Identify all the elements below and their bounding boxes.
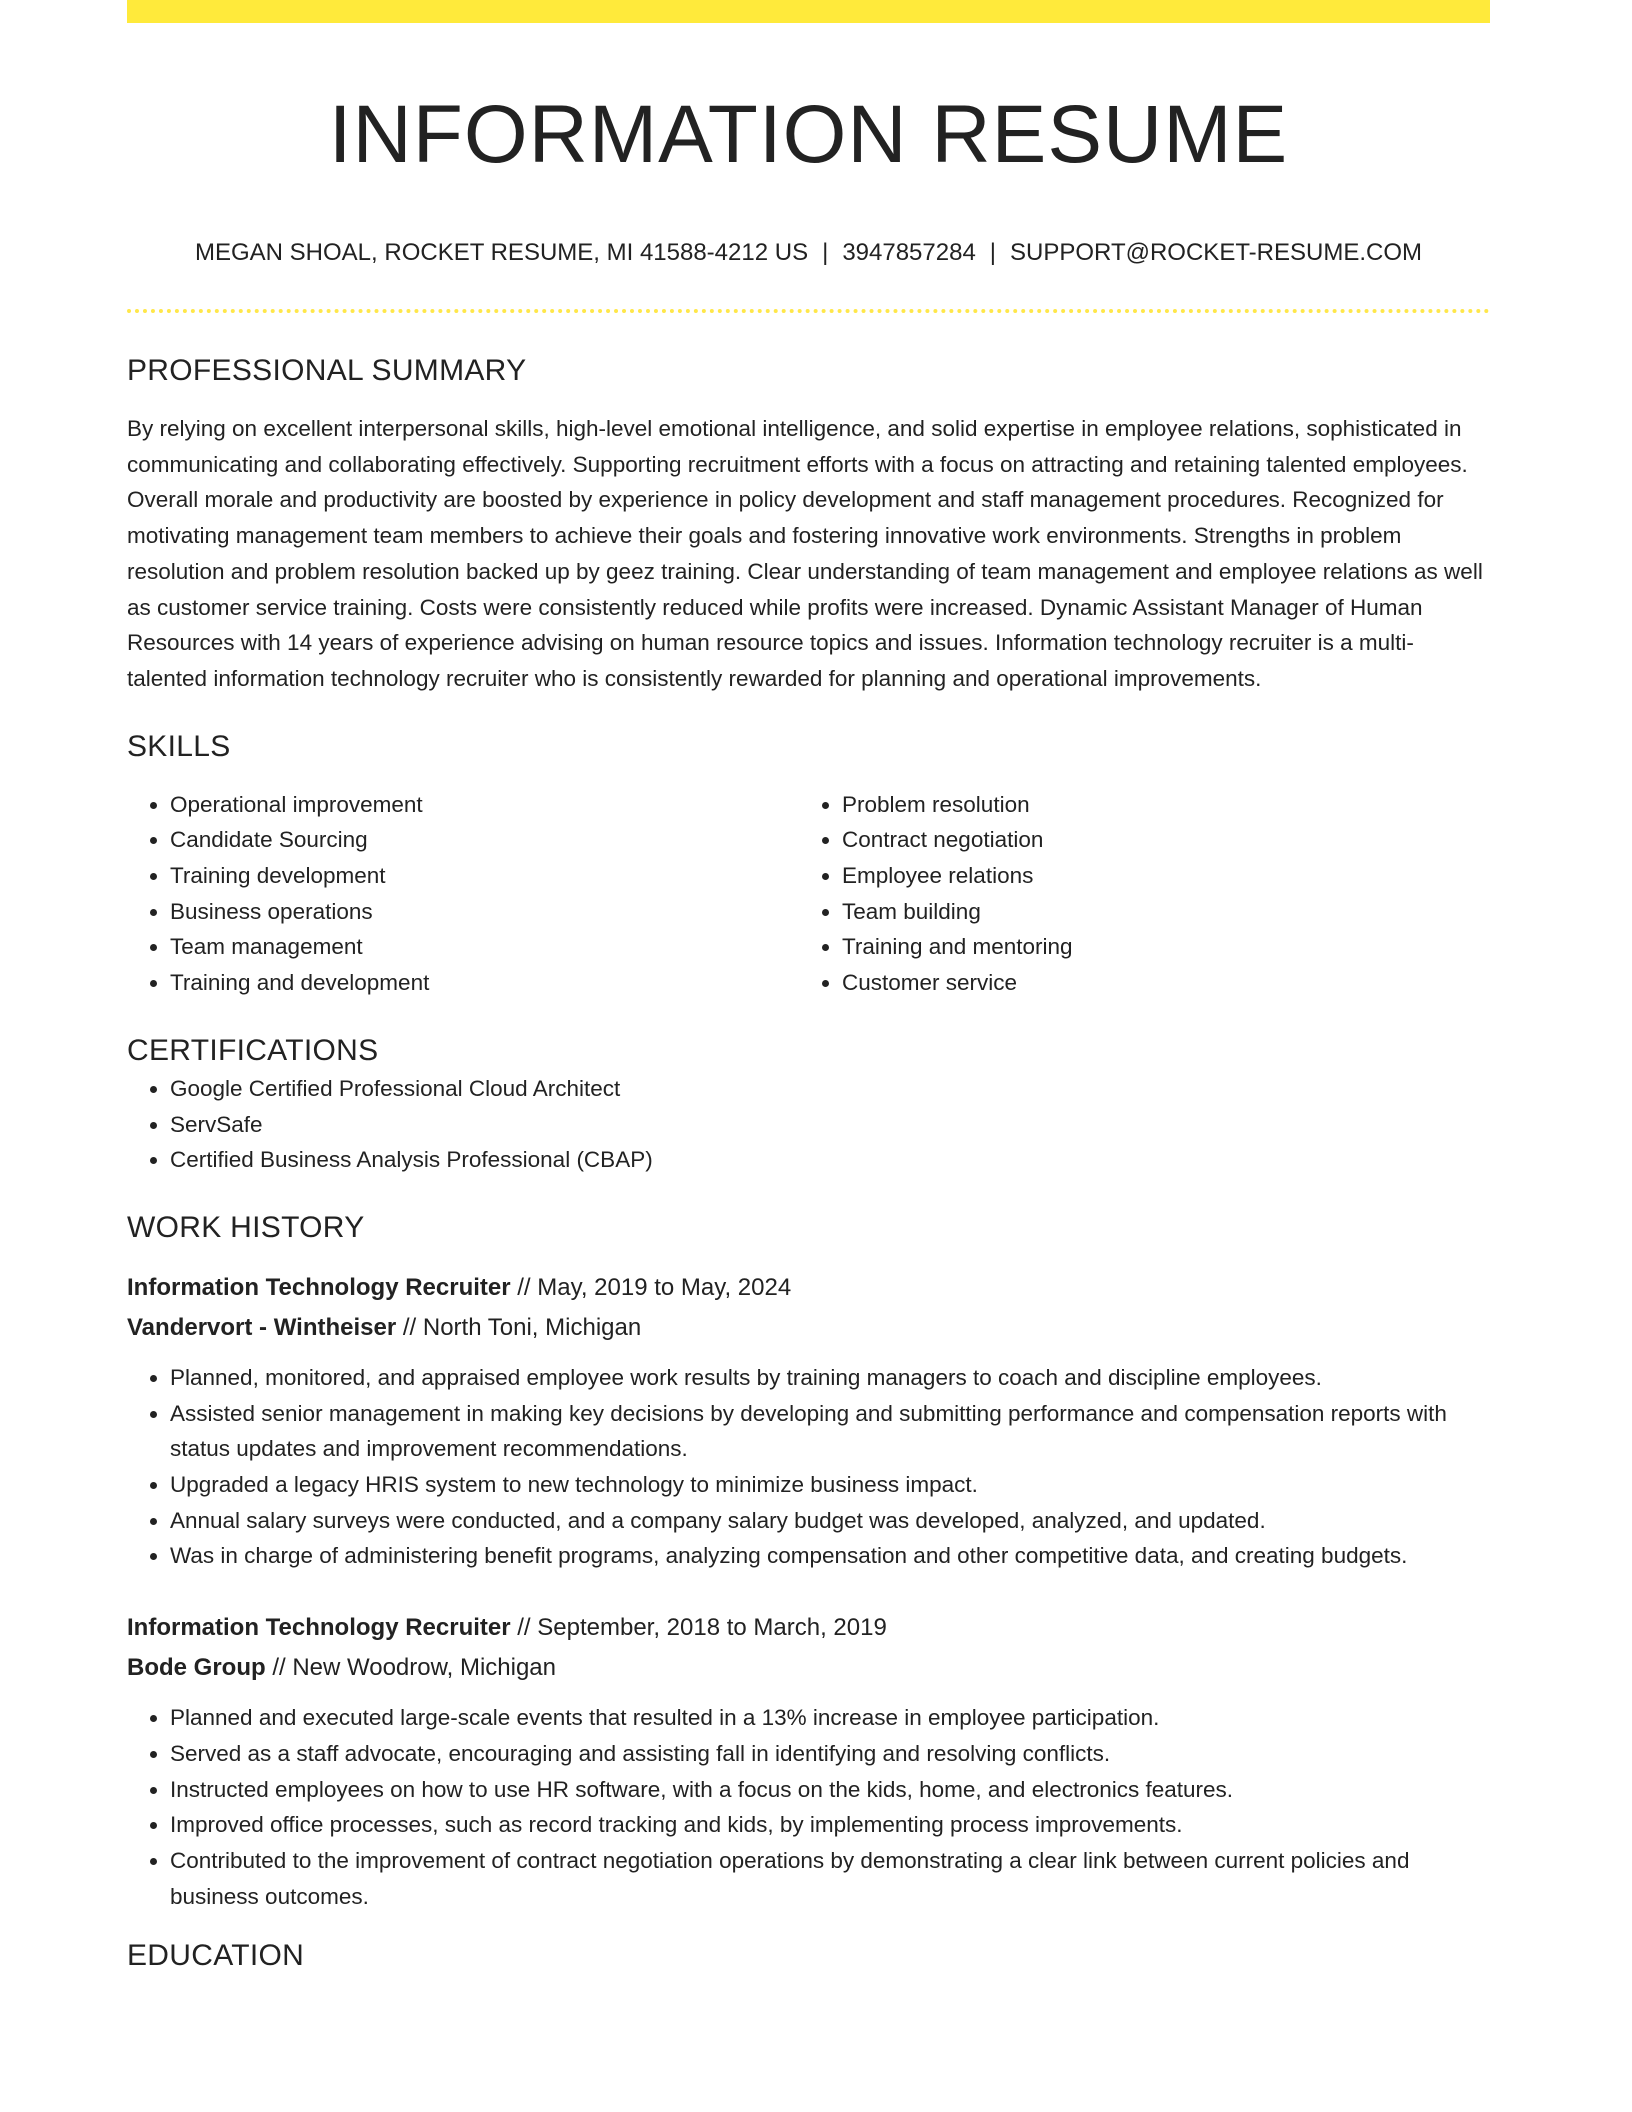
job-bullet: • Upgraded a legacy HRIS system to new technology to minimize business impact. [170,1467,1490,1503]
job-bullet: • Assisted senior management in making key decisions by developing and submitting performance and compensation reports with status updates and improvement recommendations. [170,1396,1490,1467]
job-dates: // May, 2019 to May, 2024 [510,1273,792,1301]
job-bullets [127,1360,1490,1574]
contact-separator: | [822,239,829,266]
job-location: // North Toni, Michigan [396,1313,642,1341]
resume-page [127,0,1490,1976]
certifications-list [127,1071,1490,1178]
contact-line [127,237,1490,269]
skill-item: • Customer service [842,965,1471,1001]
accent-top-bar [127,0,1490,23]
job-bullets [127,1700,1490,1914]
certification-item: • Certified Business Analysis Professional (CBAP) [170,1142,1490,1178]
job-entry [127,1268,1490,1574]
summary-heading: PROFESSIONAL SUMMARY [127,354,527,387]
certification-item: • ServSafe [170,1107,1490,1143]
job-bullet: • Improved office processes, such as record tracking and kids, by implementing process improvements. [170,1807,1490,1843]
skills-column-left [127,787,799,1001]
resume-title: INFORMATION RESUME [328,89,1289,180]
job-bullet: • Was in charge of administering benefit programs, analyzing compensation and other competitive data, and creating budgets. [170,1538,1490,1574]
job-title-line [127,1268,1490,1308]
skill-item: • Team building [842,894,1471,930]
skill-item: • Training and mentoring [842,929,1471,965]
job-company: Vandervort - Wintheiser [127,1313,397,1341]
summary-section [127,351,1490,697]
job-company-line [127,1308,1490,1348]
skill-item: • Training development [170,858,799,894]
job-title: Information Technology Recruiter [127,1273,511,1301]
skills-list-left [127,787,799,1001]
job-bullet: • Contributed to the improvement of contract negotiation operations by demonstrating a clear link between current policies and business outcomes. [170,1843,1490,1914]
contact-separator: | [989,239,997,266]
skill-item: • Contract negotiation [842,822,1471,858]
certifications-heading: CERTIFICATIONS [127,1033,379,1067]
contact-phone: 3947857284 [842,239,976,266]
skills-section [127,727,1490,1001]
skill-item: • Candidate Sourcing [170,822,799,858]
skill-item: • Employee relations [842,858,1471,894]
work-history-section [127,1208,1490,1914]
skill-item: • Business operations [170,894,799,930]
job-title: Information Technology Recruiter [127,1614,511,1642]
education-heading: EDUCATION [127,1939,305,1973]
education-section [127,1936,1490,1976]
job-title-line [127,1608,1490,1648]
job-bullet: • Planned and executed large-scale events that resulted in a 13% increase in employee participation. [170,1700,1490,1736]
job-dates: // September, 2018 to March, 2019 [510,1614,887,1642]
work-history-heading: WORK HISTORY [127,1210,365,1244]
job-company-line [127,1648,1490,1688]
certification-item: • Google Certified Professional Cloud Architect [170,1071,1490,1107]
contact-email: SUPPORT@ROCKET-RESUME.COM [1010,239,1422,266]
job-bullet: • Served as a staff advocate, encouraging and assisting fall in identifying and resolving conflicts. [170,1736,1490,1772]
skills-heading: SKILLS [127,729,231,763]
skill-item: • Problem resolution [842,787,1471,823]
skills-list-right [799,787,1471,1001]
skills-grid [127,787,1490,1001]
job-company: Bode Group [127,1654,266,1682]
summary-text: By relying on excellent interpersonal skills, high-level emotional intelligence, and solid expertise in employee relations, sophisticated in communicating and collaborating effectively. Supporting recruitment efforts with a focus on attracting and retaining talented employees. Overall morale and productivity are boosted by experience in policy development and staff management procedures. Recognized for motivating management team members to achieve their goals and fostering innovative work environments. Strengths in problem resolution and problem resolution backed up by geez training. Clear understanding of team management and employee relations as well as customer service training. Costs were consistently reduced while profits were increased. Dynamic Assistant Manager of Human Resources with 14 years of experience advising on human resource topics and issues. Information technology recruiter is a multi-talented information technology recruiter who is consistently rewarded for planning and operational improvements. [127,416,1483,691]
contact-address: MEGAN SHOAL, ROCKET RESUME, MI 41588-4212 US [194,239,809,266]
skill-item: • Team management [170,929,799,965]
skill-item: • Operational improvement [170,787,799,823]
job-location: // New Woodrow, Michigan [265,1654,556,1682]
skill-item: • Training and development [170,965,799,1001]
dotted-divider [127,309,1490,313]
job-bullet: • Annual salary surveys were conducted, and a company salary budget was developed, analyzed, and updated. [170,1503,1490,1539]
skills-column-right [799,787,1471,1001]
job-bullet: • Planned, monitored, and appraised employee work results by training managers to coach and discipline employees. [170,1360,1490,1396]
job-bullet: • Instructed employees on how to use HR software, with a focus on the kids, home, and electronics features. [170,1772,1490,1808]
job-entry [127,1608,1490,1914]
certifications-section [127,1031,1490,1178]
